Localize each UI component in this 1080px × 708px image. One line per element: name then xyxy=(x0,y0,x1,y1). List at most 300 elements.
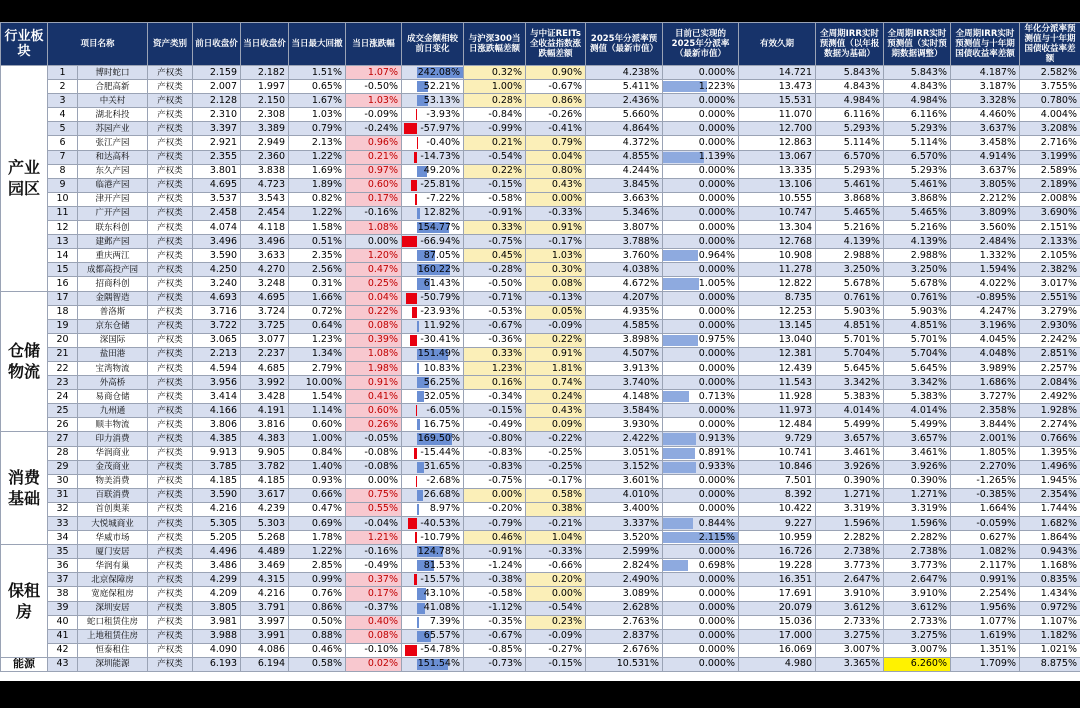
row-index-cell: 17 xyxy=(48,291,78,305)
asset-class-cell: 产权类 xyxy=(148,263,193,277)
irr-spread-cell: 1.686% xyxy=(951,376,1020,390)
dist-spread-cell: 0.780% xyxy=(1020,94,1080,108)
irr-spread-cell: 1.332% xyxy=(951,249,1020,263)
project-name-cell: 盐田港 xyxy=(78,347,148,361)
dist-realized-cell xyxy=(663,249,739,263)
cell-value: 53.13% xyxy=(423,94,461,106)
row-index-cell: 41 xyxy=(48,629,78,643)
project-name-cell: 宝湾物流 xyxy=(78,361,148,375)
duration-cell: 10.959 xyxy=(739,531,816,545)
turnover-change-cell xyxy=(402,277,464,291)
cell-value: -0.40% xyxy=(426,137,461,149)
dist-spread-cell: 2.257% xyxy=(1020,361,1080,375)
irr-spread-cell: 2.270% xyxy=(951,460,1020,474)
table-row xyxy=(1,249,1080,263)
vs-reits-index-cell: -0.66% xyxy=(526,559,586,573)
max-drawdown-cell: 0.64% xyxy=(289,319,346,333)
vs-hs300-cell: -0.99% xyxy=(464,122,526,136)
dist-realized-cell xyxy=(663,277,739,291)
cell-value: 0.698% xyxy=(698,559,736,571)
irr-annual-cell: 3.007% xyxy=(816,643,884,657)
dist-forecast-cell: 4.935% xyxy=(586,305,663,319)
close-cell: 3.724 xyxy=(241,305,289,319)
change-pct-cell: 0.22% xyxy=(346,305,402,319)
vs-hs300-cell: -0.85% xyxy=(464,643,526,657)
header-row xyxy=(1,23,1080,66)
irr-annual-cell: 4.014% xyxy=(816,404,884,418)
irr-annual-cell: 3.342% xyxy=(816,376,884,390)
table-row xyxy=(1,361,1080,375)
project-name-cell: 东久产园 xyxy=(78,164,148,178)
turnover-change-cell xyxy=(402,178,464,192)
vs-reits-index-cell: 0.90% xyxy=(526,66,586,80)
max-drawdown-cell: 0.82% xyxy=(289,192,346,206)
duration-cell: 15.531 xyxy=(739,94,816,108)
table-row xyxy=(1,376,1080,390)
turnover-change-cell xyxy=(402,446,464,460)
project-name-cell: 深圳安居 xyxy=(78,601,148,615)
irr-annual-cell: 5.461% xyxy=(816,178,884,192)
vs-hs300-cell: -0.83% xyxy=(464,446,526,460)
dist-spread-cell: 0.766% xyxy=(1020,432,1080,446)
irr-annual-cell: 1.271% xyxy=(816,488,884,502)
project-name-cell: 印力消费 xyxy=(78,432,148,446)
dist-spread-cell: 1.395% xyxy=(1020,446,1080,460)
vs-hs300-cell: 0.28% xyxy=(464,94,526,108)
turnover-change-cell xyxy=(402,150,464,164)
duration-cell: 12.381 xyxy=(739,347,816,361)
irr-annual-cell: 5.383% xyxy=(816,390,884,404)
asset-class-cell: 产权类 xyxy=(148,192,193,206)
asset-class-cell: 产权类 xyxy=(148,643,193,657)
project-name-cell: 华润有巢 xyxy=(78,559,148,573)
irr-spread-cell: 2.001% xyxy=(951,432,1020,446)
reits-table-panel xyxy=(0,22,1080,681)
close-cell: 3.791 xyxy=(241,601,289,615)
table-row xyxy=(1,66,1080,80)
cell-value: 11.92% xyxy=(423,320,461,332)
row-index-cell: 1 xyxy=(48,66,78,80)
cell-value: 0.000% xyxy=(698,362,736,374)
prev-close-cell: 3.956 xyxy=(193,376,241,390)
irr-annual-cell: 5.114% xyxy=(816,136,884,150)
asset-class-cell: 产权类 xyxy=(148,474,193,488)
irr-spread-cell: 2.358% xyxy=(951,404,1020,418)
header-prev-close: 前日收盘价 xyxy=(193,23,241,66)
dist-spread-cell: 2.242% xyxy=(1020,333,1080,347)
cell-value: 1.005% xyxy=(698,277,736,289)
change-pct-cell: 0.26% xyxy=(346,418,402,432)
prev-close-cell: 3.805 xyxy=(193,601,241,615)
row-index-cell: 37 xyxy=(48,573,78,587)
cell-value: 0.933% xyxy=(698,461,736,473)
irr-annual-cell: 6.116% xyxy=(816,108,884,122)
dist-realized-cell xyxy=(663,150,739,164)
dist-realized-cell xyxy=(663,615,739,629)
duration-cell: 12.768 xyxy=(739,235,816,249)
header-vs-hs300: 与沪深300当日涨跌幅差额 xyxy=(464,23,526,66)
dist-realized-cell xyxy=(663,206,739,220)
irr-spread-cell: -1.265% xyxy=(951,474,1020,488)
dist-spread-cell: 2.582% xyxy=(1020,66,1080,80)
table-row xyxy=(1,545,1080,559)
vs-reits-index-cell: 0.08% xyxy=(526,277,586,291)
irr-realtime-cell: 3.342% xyxy=(884,376,951,390)
duration-cell: 20.079 xyxy=(739,601,816,615)
irr-realtime-cell: 3.926% xyxy=(884,460,951,474)
dist-realized-cell xyxy=(663,587,739,601)
prev-close-cell: 4.209 xyxy=(193,587,241,601)
table-row xyxy=(1,601,1080,615)
vs-reits-index-cell: 0.58% xyxy=(526,488,586,502)
cell-value: 0.000% xyxy=(698,418,736,430)
dist-realized-cell xyxy=(663,66,739,80)
duration-cell: 17.000 xyxy=(739,629,816,643)
irr-spread-cell: 0.991% xyxy=(951,573,1020,587)
cell-value: 0.000% xyxy=(698,658,736,670)
cell-value: 151.54% xyxy=(417,658,461,670)
irr-spread-cell: 3.809% xyxy=(951,206,1020,220)
project-name-cell: 华润商业 xyxy=(78,446,148,460)
table-row xyxy=(1,94,1080,108)
vs-hs300-cell: -0.80% xyxy=(464,432,526,446)
header-turnover-change: 成交金额相较前日变化 xyxy=(402,23,464,66)
cell-value: 0.000% xyxy=(698,489,736,501)
asset-class-cell: 产权类 xyxy=(148,502,193,516)
project-name-cell: 深圳能源 xyxy=(78,657,148,671)
irr-realtime-cell: 2.738% xyxy=(884,545,951,559)
close-cell: 3.248 xyxy=(241,277,289,291)
dist-forecast-cell: 5.660% xyxy=(586,108,663,122)
asset-class-cell: 产权类 xyxy=(148,361,193,375)
close-cell: 2.237 xyxy=(241,347,289,361)
dist-spread-cell: 2.354% xyxy=(1020,488,1080,502)
cell-value: 0.000% xyxy=(698,602,736,614)
row-index-cell: 5 xyxy=(48,122,78,136)
turnover-change-cell xyxy=(402,361,464,375)
prev-close-cell: 3.240 xyxy=(193,277,241,291)
dist-realized-cell xyxy=(663,178,739,192)
prev-close-cell: 2.458 xyxy=(193,206,241,220)
cell-value: 0.713% xyxy=(698,390,736,402)
max-drawdown-cell: 1.23% xyxy=(289,333,346,347)
irr-annual-cell: 3.461% xyxy=(816,446,884,460)
irr-realtime-cell: 5.843% xyxy=(884,66,951,80)
vs-hs300-cell: -0.84% xyxy=(464,108,526,122)
cell-value: 10.83% xyxy=(423,362,461,374)
project-name-cell: 大悦城商业 xyxy=(78,517,148,531)
change-pct-cell: 1.08% xyxy=(346,221,402,235)
header-dist-spread: 年化分派率预测值与十年期国债收益率差额 xyxy=(1020,23,1080,66)
vs-reits-index-cell: -0.54% xyxy=(526,601,586,615)
change-pct-cell: 0.39% xyxy=(346,333,402,347)
dist-forecast-cell: 3.152% xyxy=(586,460,663,474)
vs-hs300-cell: 0.32% xyxy=(464,66,526,80)
dist-spread-cell: 8.875% xyxy=(1020,657,1080,671)
irr-annual-cell: 5.678% xyxy=(816,277,884,291)
vs-reits-index-cell: -0.25% xyxy=(526,446,586,460)
duration-cell: 12.700 xyxy=(739,122,816,136)
dist-spread-cell: 2.382% xyxy=(1020,263,1080,277)
close-cell: 3.816 xyxy=(241,418,289,432)
duration-cell: 13.067 xyxy=(739,150,816,164)
irr-spread-cell: 3.805% xyxy=(951,178,1020,192)
turnover-change-cell xyxy=(402,263,464,277)
dist-forecast-cell: 4.372% xyxy=(586,136,663,150)
row-index-cell: 32 xyxy=(48,502,78,516)
row-index-cell: 6 xyxy=(48,136,78,150)
dist-spread-cell: 2.930% xyxy=(1020,319,1080,333)
prev-close-cell: 4.250 xyxy=(193,263,241,277)
dist-realized-cell xyxy=(663,446,739,460)
prev-close-cell: 3.590 xyxy=(193,488,241,502)
duration-cell: 10.747 xyxy=(739,206,816,220)
cell-value: 0.000% xyxy=(698,137,736,149)
prev-close-cell: 4.385 xyxy=(193,432,241,446)
asset-class-cell: 产权类 xyxy=(148,164,193,178)
header-vs-reits-index: 与中证REITs全收益指数涨跌幅差额 xyxy=(526,23,586,66)
vs-hs300-cell: -0.54% xyxy=(464,150,526,164)
irr-realtime-cell: 6.570% xyxy=(884,150,951,164)
dist-realized-cell xyxy=(663,629,739,643)
cell-value: 61.43% xyxy=(423,277,461,289)
dist-spread-cell: 2.105% xyxy=(1020,249,1080,263)
change-pct-cell: -0.04% xyxy=(346,517,402,531)
dist-realized-cell xyxy=(663,460,739,474)
dist-spread-cell: 1.945% xyxy=(1020,474,1080,488)
asset-class-cell: 产权类 xyxy=(148,235,193,249)
prev-close-cell: 3.806 xyxy=(193,418,241,432)
header-change-pct: 当日涨跌幅 xyxy=(346,23,402,66)
irr-realtime-cell: 1.271% xyxy=(884,488,951,502)
dist-forecast-cell: 3.520% xyxy=(586,531,663,545)
max-drawdown-cell: 0.60% xyxy=(289,418,346,432)
turnover-change-cell xyxy=(402,517,464,531)
project-name-cell: 广开产园 xyxy=(78,206,148,220)
cell-value: 0.000% xyxy=(698,616,736,628)
cell-value: -30.41% xyxy=(420,334,461,346)
dist-spread-cell: 2.151% xyxy=(1020,221,1080,235)
table-row xyxy=(1,136,1080,150)
change-pct-cell: 1.07% xyxy=(346,66,402,80)
irr-annual-cell: 5.293% xyxy=(816,122,884,136)
change-pct-cell: -0.37% xyxy=(346,601,402,615)
row-index-cell: 7 xyxy=(48,150,78,164)
cell-value: 151.49% xyxy=(417,348,461,360)
row-index-cell: 13 xyxy=(48,235,78,249)
cell-value: 169.50% xyxy=(417,432,461,444)
project-name-cell: 建邺产园 xyxy=(78,235,148,249)
close-cell: 3.077 xyxy=(241,333,289,347)
close-cell: 3.725 xyxy=(241,319,289,333)
close-cell: 4.489 xyxy=(241,545,289,559)
asset-class-cell: 产权类 xyxy=(148,531,193,545)
cell-value: 0.964% xyxy=(698,249,736,261)
turnover-change-cell xyxy=(402,249,464,263)
vs-hs300-cell: -0.73% xyxy=(464,657,526,671)
cell-value: 154.77% xyxy=(417,221,461,233)
asset-class-cell: 产权类 xyxy=(148,587,193,601)
dist-forecast-cell: 4.238% xyxy=(586,66,663,80)
project-name-cell: 湖北科投 xyxy=(78,108,148,122)
vs-hs300-cell: -0.53% xyxy=(464,305,526,319)
max-drawdown-cell: 10.00% xyxy=(289,376,346,390)
close-cell: 4.695 xyxy=(241,291,289,305)
duration-cell: 14.721 xyxy=(739,66,816,80)
dist-realized-cell xyxy=(663,80,739,94)
close-cell: 3.389 xyxy=(241,122,289,136)
dist-realized-cell xyxy=(663,545,739,559)
dist-spread-cell: 3.017% xyxy=(1020,277,1080,291)
dist-realized-cell xyxy=(663,404,739,418)
max-drawdown-cell: 0.76% xyxy=(289,587,346,601)
change-pct-cell: 0.55% xyxy=(346,502,402,516)
row-index-cell: 19 xyxy=(48,319,78,333)
dist-realized-cell xyxy=(663,432,739,446)
turnover-change-cell xyxy=(402,432,464,446)
vs-reits-index-cell: 1.81% xyxy=(526,361,586,375)
vs-reits-index-cell: 0.20% xyxy=(526,573,586,587)
irr-annual-cell: 4.843% xyxy=(816,80,884,94)
prev-close-cell: 3.537 xyxy=(193,192,241,206)
cell-value: 124.78% xyxy=(417,545,461,557)
prev-close-cell: 2.310 xyxy=(193,108,241,122)
prev-close-cell: 4.299 xyxy=(193,573,241,587)
change-pct-cell: 0.02% xyxy=(346,657,402,671)
table-row xyxy=(1,150,1080,164)
max-drawdown-cell: 1.03% xyxy=(289,108,346,122)
close-cell: 2.182 xyxy=(241,66,289,80)
turnover-change-cell xyxy=(402,559,464,573)
sector-label: 能源 xyxy=(1,657,48,671)
vs-hs300-cell: -0.75% xyxy=(464,235,526,249)
dist-forecast-cell: 10.531% xyxy=(586,657,663,671)
table-body xyxy=(1,66,1080,672)
irr-realtime-cell: 3.773% xyxy=(884,559,951,573)
close-cell: 3.428 xyxy=(241,390,289,404)
vs-reits-index-cell: 0.00% xyxy=(526,587,586,601)
table-row xyxy=(1,263,1080,277)
duration-cell: 10.555 xyxy=(739,192,816,206)
dist-spread-cell: 1.864% xyxy=(1020,531,1080,545)
irr-annual-cell: 5.499% xyxy=(816,418,884,432)
asset-class-cell: 产权类 xyxy=(148,249,193,263)
duration-cell: 13.473 xyxy=(739,80,816,94)
row-index-cell: 18 xyxy=(48,305,78,319)
turnover-change-cell xyxy=(402,657,464,671)
cell-value: 0.000% xyxy=(698,263,736,275)
project-name-cell: 宽庭保租房 xyxy=(78,587,148,601)
irr-annual-cell: 6.570% xyxy=(816,150,884,164)
vs-reits-index-cell: 0.05% xyxy=(526,305,586,319)
irr-spread-cell: 1.594% xyxy=(951,263,1020,277)
prev-close-cell: 3.590 xyxy=(193,249,241,263)
asset-class-cell: 产权类 xyxy=(148,629,193,643)
vs-reits-index-cell: -0.09% xyxy=(526,319,586,333)
cell-value: 0.000% xyxy=(698,94,736,106)
row-index-cell: 15 xyxy=(48,263,78,277)
max-drawdown-cell: 0.99% xyxy=(289,573,346,587)
row-index-cell: 42 xyxy=(48,643,78,657)
irr-realtime-cell: 1.596% xyxy=(884,517,951,531)
dist-realized-cell xyxy=(663,122,739,136)
dist-forecast-cell: 3.663% xyxy=(586,192,663,206)
dist-realized-cell xyxy=(663,502,739,516)
header-project-name: 项目名称 xyxy=(48,23,148,66)
vs-hs300-cell: -0.79% xyxy=(464,517,526,531)
duration-cell: 15.036 xyxy=(739,615,816,629)
row-index-cell: 22 xyxy=(48,361,78,375)
dist-forecast-cell: 4.864% xyxy=(586,122,663,136)
asset-class-cell: 产权类 xyxy=(148,390,193,404)
change-pct-cell: -0.09% xyxy=(346,108,402,122)
vs-reits-index-cell: -0.15% xyxy=(526,657,586,671)
row-index-cell: 38 xyxy=(48,587,78,601)
duration-cell: 19.228 xyxy=(739,559,816,573)
vs-reits-index-cell: -0.41% xyxy=(526,122,586,136)
dist-spread-cell: 1.182% xyxy=(1020,629,1080,643)
irr-annual-cell: 2.738% xyxy=(816,545,884,559)
dist-spread-cell: 2.274% xyxy=(1020,418,1080,432)
row-index-cell: 14 xyxy=(48,249,78,263)
vs-hs300-cell: -0.58% xyxy=(464,587,526,601)
dist-forecast-cell: 3.740% xyxy=(586,376,663,390)
asset-class-cell: 产权类 xyxy=(148,559,193,573)
close-cell: 9.905 xyxy=(241,446,289,460)
row-index-cell: 16 xyxy=(48,277,78,291)
irr-spread-cell: 4.460% xyxy=(951,108,1020,122)
change-pct-cell: 0.37% xyxy=(346,573,402,587)
asset-class-cell: 产权类 xyxy=(148,122,193,136)
asset-class-cell: 产权类 xyxy=(148,319,193,333)
reits-data-table xyxy=(0,22,1080,672)
sector-label: 消费基础 xyxy=(1,432,48,545)
turnover-change-cell xyxy=(402,192,464,206)
cell-value: 12.82% xyxy=(423,207,461,219)
irr-spread-cell: 3.328% xyxy=(951,94,1020,108)
cell-value: 0.913% xyxy=(698,432,736,444)
irr-realtime-cell: 4.851% xyxy=(884,319,951,333)
max-drawdown-cell: 1.67% xyxy=(289,94,346,108)
cell-value: -40.53% xyxy=(420,517,461,529)
dist-spread-cell: 1.682% xyxy=(1020,517,1080,531)
table-row xyxy=(1,277,1080,291)
turnover-change-cell xyxy=(402,221,464,235)
prev-close-cell: 4.185 xyxy=(193,474,241,488)
cell-value: 87.05% xyxy=(423,249,461,261)
duration-cell: 17.691 xyxy=(739,587,816,601)
irr-annual-cell: 2.282% xyxy=(816,531,884,545)
change-pct-cell: -0.16% xyxy=(346,206,402,220)
asset-class-cell: 产权类 xyxy=(148,615,193,629)
prev-close-cell: 5.205 xyxy=(193,531,241,545)
table-row xyxy=(1,587,1080,601)
change-pct-cell: 0.41% xyxy=(346,390,402,404)
max-drawdown-cell: 1.51% xyxy=(289,66,346,80)
row-index-cell: 39 xyxy=(48,601,78,615)
max-drawdown-cell: 2.79% xyxy=(289,361,346,375)
dist-spread-cell: 2.008% xyxy=(1020,192,1080,206)
duration-cell: 12.484 xyxy=(739,418,816,432)
cell-value: 0.000% xyxy=(698,320,736,332)
dist-forecast-cell: 3.898% xyxy=(586,333,663,347)
asset-class-cell: 产权类 xyxy=(148,418,193,432)
vs-reits-index-cell: -0.09% xyxy=(526,629,586,643)
change-pct-cell: 0.04% xyxy=(346,291,402,305)
duration-cell: 10.422 xyxy=(739,502,816,516)
table-row xyxy=(1,460,1080,474)
table-row xyxy=(1,404,1080,418)
